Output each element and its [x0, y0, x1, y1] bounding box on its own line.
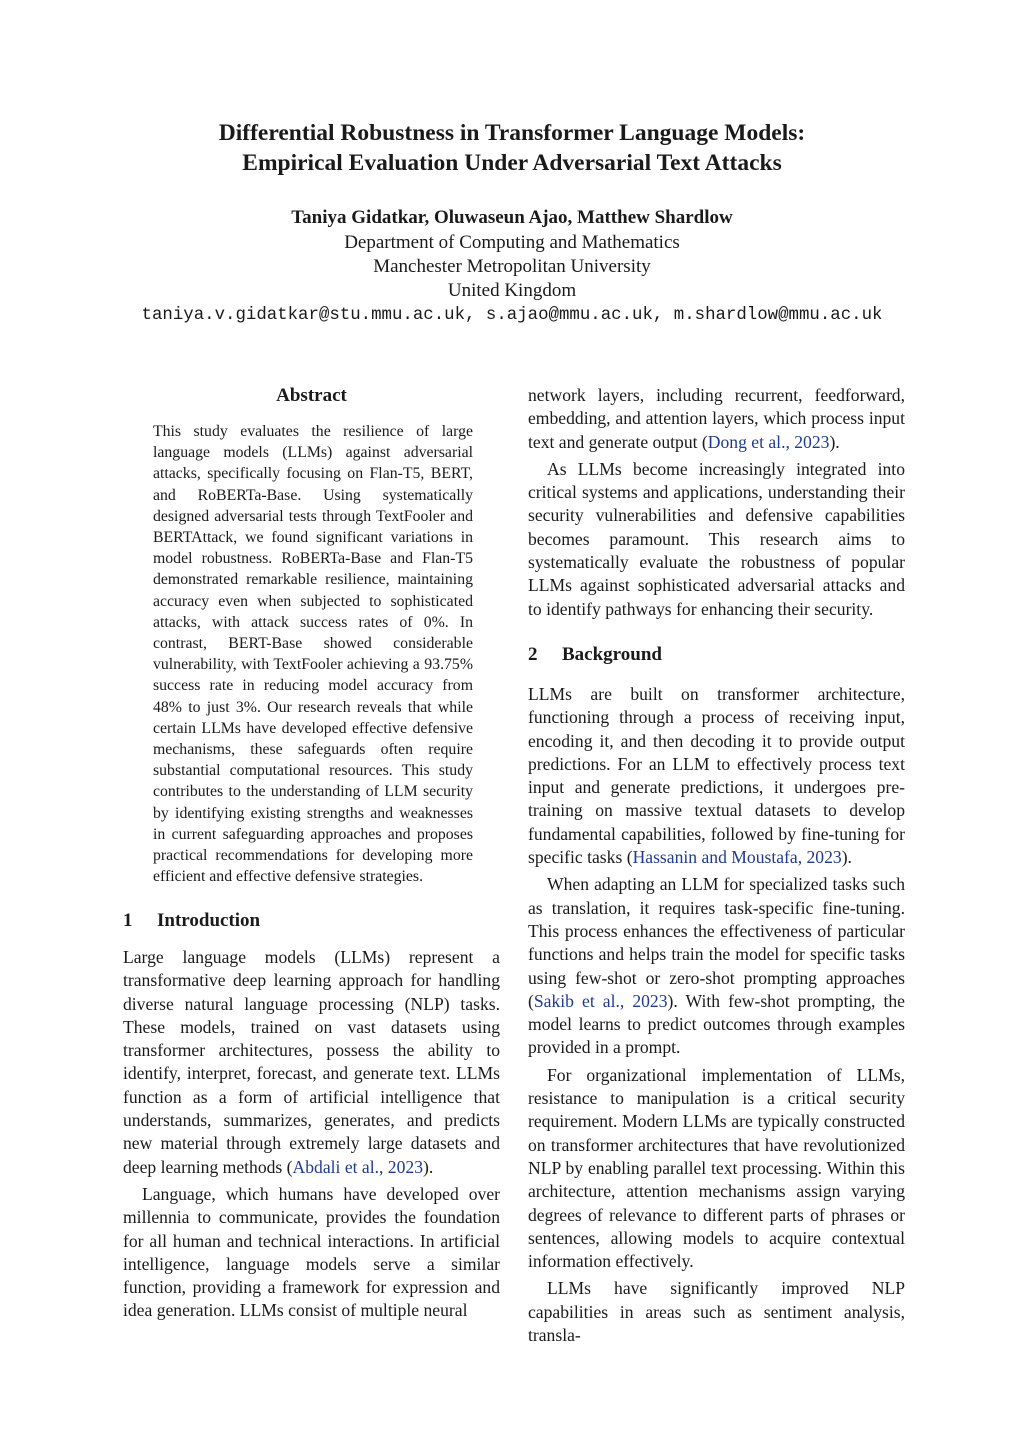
section-title: Background	[562, 644, 662, 665]
left-column-body	[123, 946, 500, 1323]
paper-title-line-2: Empirical Evaluation Under Adversarial Text Attacks	[242, 150, 782, 176]
section-number: 1	[123, 910, 133, 931]
section-title: Introduction	[157, 910, 261, 931]
affiliation-country: United Kingdom	[447, 280, 577, 301]
abstract-heading: Abstract	[276, 385, 347, 406]
right-column-intro	[528, 384, 905, 621]
section-heading-background	[528, 643, 662, 667]
right-column-background	[528, 683, 905, 1347]
author-list: Taniya Gidatkar, Oluwaseun Ajao, Matthew Shardlow	[291, 207, 733, 228]
intro-paragraph-2-part-a: Language, which humans have developed over millennia to communicate, provides the foundation for all human and technical interactions. In artificial intelligence, language models serve a similar function, providing a framework for expression and idea generation. LLMs consist of multiple neural	[123, 1183, 500, 1321]
citation-link[interactable]: Dong et al., 2023	[707, 431, 830, 452]
background-paragraph-2: When adapting an LLM for specialized tasks such as translation, it requires task-specific fine-tuning. This process enhances the effectiveness of particular functions and helps train the model for specific tasks using few-shot or zero-shot prompting approaches (Sakib et al., 2023). With few-shot prompting, the model learns to predict outcomes through examples provided in a prompt.	[528, 874, 905, 1058]
section-number: 2	[528, 644, 538, 665]
paper-title-line-1: Differential Robustness in Transformer Language Models:	[218, 120, 806, 146]
citation-link[interactable]: Abdali et al., 2023	[292, 1156, 423, 1177]
intro-paragraph-1: Large language models (LLMs) represent a transformative deep learning approach for handling diverse natural language processing (NLP) tasks. These models, trained on vast datasets using transformer architectures, possess the ability to identify, interpret, forecast, and generate text. LLMs function as a form of artificial intelligence that understands, summarizes, generates, and predicts new material through extremely large datasets and deep learning methods (Abdali et al., 2023).	[123, 947, 500, 1177]
author-emails: taniya.v.gidatkar@stu.mmu.ac.uk, s.ajao@mmu.ac.uk, m.shardlow@mmu.ac.uk	[141, 306, 883, 325]
citation-link[interactable]: Sakib et al., 2023	[533, 990, 668, 1011]
intro-paragraph-3: As LLMs become increasingly integrated into critical systems and applications, understanding their security vulnerabilities and defensive capabilities becomes paramount. This research aims to systematically evaluate the robustness of popular LLMs against sophisticated adversarial attacks and to identify pathways for enhancing their security.	[528, 458, 905, 619]
intro-paragraph-2-part-b: network layers, including recurrent, feedforward, embedding, and attention layers, which process input text and generate output (Dong et al., 2023).	[528, 385, 905, 452]
section-heading-introduction	[123, 909, 260, 933]
background-paragraph-4: LLMs have significantly improved NLP capabilities in areas such as sentiment analysis, transla-	[528, 1278, 905, 1346]
abstract-text: This study evaluates the resilience of large language models (LLMs) against adversarial attacks, specifically focusing on Flan-T5, BERT, and RoBERTa-Base. Using systematically designed adversarial tests through TextFooler and BERTAttack, we found significant variations in model robustness. RoBERTa-Base and Flan-T5 demonstrated remarkable resilience, maintaining accuracy even when subjected to sophisticated attacks, with attack success rates of 0%. In contrast, BERT-Base showed considerable vulnerability, with TextFooler achieving a 93.75% success rate in reducing model accuracy from 48% to just 3%. Our research reveals that while certain LLMs have developed effective defensive mechanisms, these safeguards often require substantial computational resources. This study contributes to the understanding of LLM security by identifying existing strengths and weaknesses in current safeguarding approaches and proposes practical recommendations for developing more efficient and effective defensive strategies.	[153, 423, 473, 886]
background-paragraph-3: For organizational implementation of LLMs, resistance to manipulation is a critical security requirement. Modern LLMs are typically constructed on transformer architectures that have revolutionized NLP by enabling parallel text processing. Within this architecture, attention mechanisms assign varying degrees of relevance to different parts of phrases or sentences, allowing models to acquire contextual information effectively.	[528, 1064, 905, 1272]
background-paragraph-1: LLMs are built on transformer architecture, functioning through a process of receiving input, encoding it, and then decoding it to provide output predictions. For an LLM to effectively process text input and generate predictions, it undergoes pre-training on massive textual datasets to develop fundamental capabilities, followed by fine-tuning for specific tasks (Hassanin and Moustafa, 2023).	[528, 684, 905, 868]
affiliation-university: Manchester Metropolitan University	[373, 256, 651, 277]
citation-link[interactable]: Hassanin and Moustafa, 2023	[632, 847, 842, 868]
affiliation-department: Department of Computing and Mathematics	[344, 232, 680, 253]
